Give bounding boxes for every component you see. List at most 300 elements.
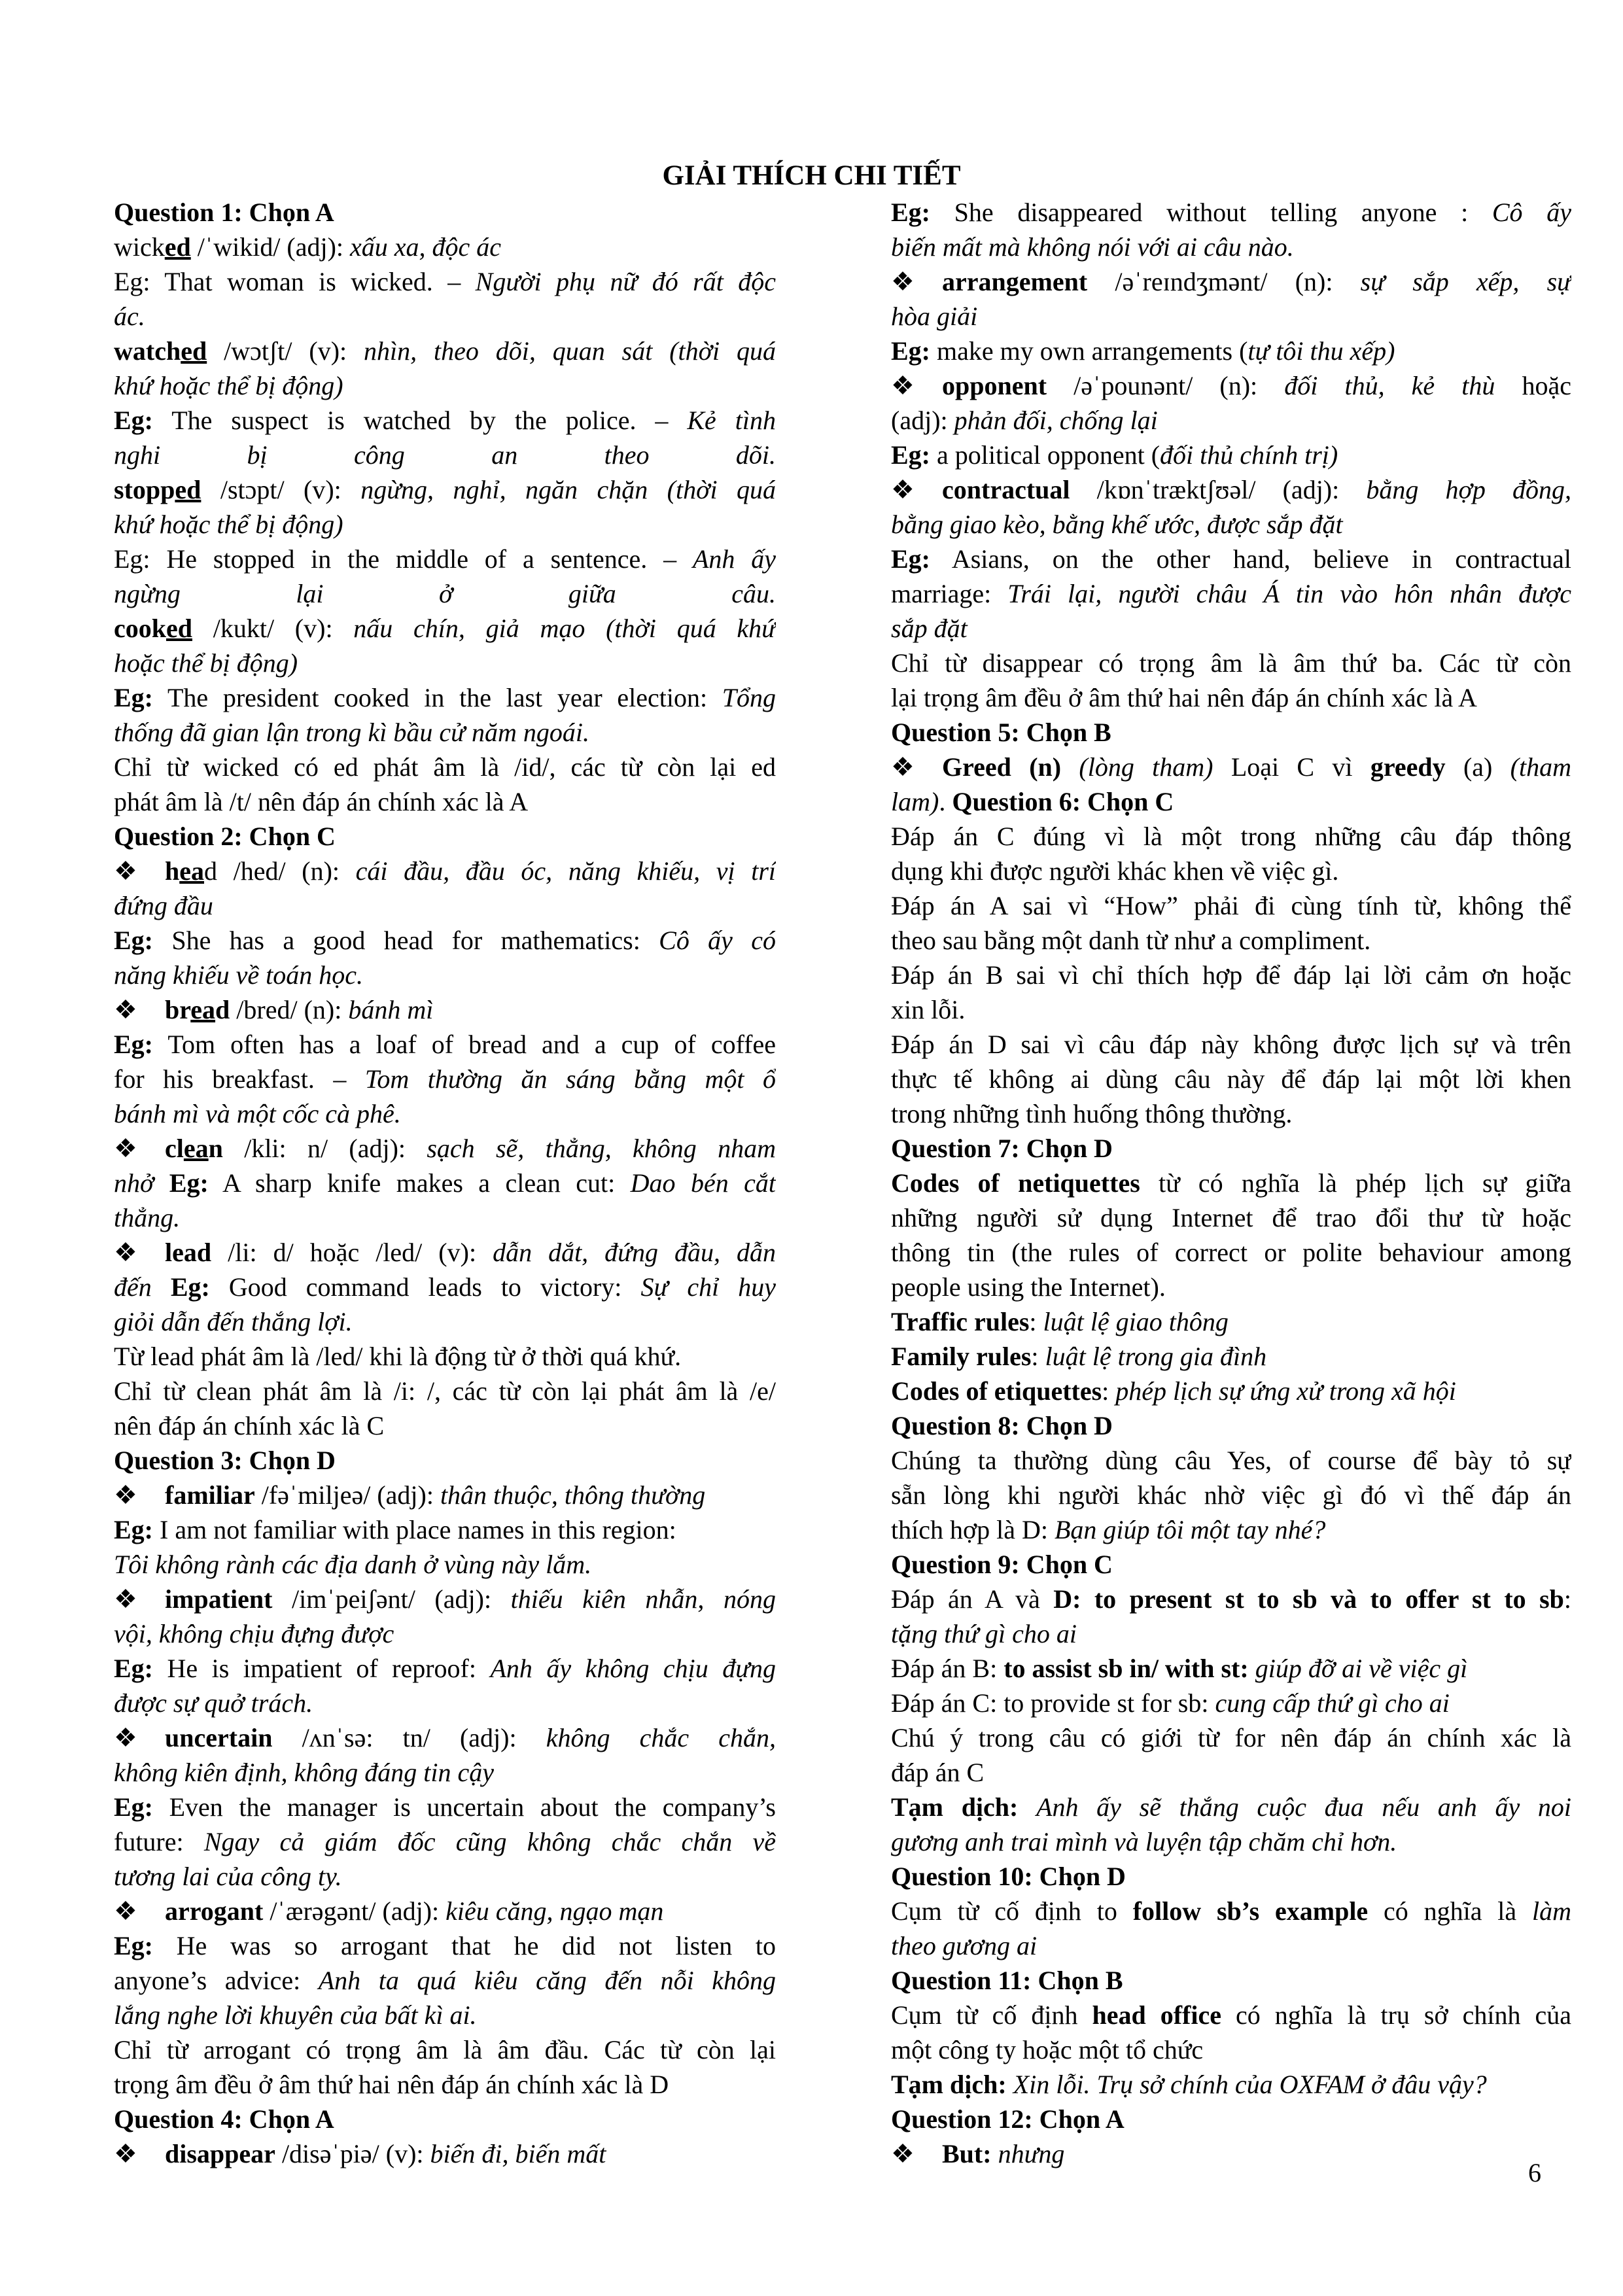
- text-segment: Question 2: Chọn C: [114, 822, 336, 851]
- text-segment: từ có nghĩa là phép lịch sự giữa: [1140, 1168, 1571, 1198]
- text-line: [114, 958, 776, 992]
- text-line: [114, 1235, 776, 1270]
- text-line: [114, 888, 776, 923]
- text-segment: Tạm dịch:: [891, 2070, 1007, 2099]
- text-line: [891, 1200, 1571, 1235]
- text-line: [891, 992, 1571, 1027]
- text-segment: arrogant: [165, 1896, 264, 1926]
- text-segment: có nghĩa là trụ sở chính của: [1221, 2000, 1571, 2030]
- text-segment: /hed/ (n):: [217, 856, 356, 886]
- text-line: [114, 230, 776, 264]
- text-segment: But:: [942, 2139, 992, 2168]
- text-segment: đối thủ chính trị): [1160, 440, 1338, 470]
- right-column: [891, 195, 1571, 2171]
- text-line: [891, 438, 1571, 472]
- text-segment: thiếu kiên nhẫn, nóng: [510, 1584, 776, 1614]
- text-line: [891, 1478, 1571, 1512]
- text-segment: luật lệ trong gia đình: [1045, 1342, 1267, 1371]
- text-segment: Chỉ từ wicked có ed phát âm là /id/, các từ còn lại ed: [114, 752, 776, 782]
- text-line: [891, 1235, 1571, 1270]
- text-segment: Eg:: [114, 1515, 153, 1544]
- text-segment: I am not familiar with place names in this region:: [153, 1515, 676, 1544]
- text-segment: lead: [165, 1238, 212, 1267]
- text-line: [891, 507, 1571, 542]
- text-segment: Codes of netiquettes: [891, 1168, 1140, 1198]
- text-line: [114, 750, 776, 784]
- text-segment: a political opponent (: [930, 440, 1161, 470]
- text-segment: Eg:: [891, 440, 930, 470]
- text-segment: She disappeared without telling anyone :: [930, 198, 1492, 227]
- text-segment: Xin lỗi. Trụ sở chính của OXFAM ở đâu vậy?: [1013, 2070, 1487, 2099]
- page-title: GIẢI THÍCH CHI TIẾT: [662, 160, 961, 191]
- text-segment: ed: [181, 336, 207, 366]
- text-line: [891, 2032, 1571, 2067]
- text-line: [114, 1963, 776, 1998]
- text-segment: nhưng: [998, 2139, 1065, 2168]
- text-segment: (a): [1445, 752, 1510, 782]
- text-line: [114, 1478, 776, 1512]
- text-line: [114, 1547, 776, 1582]
- text-segment: ed: [166, 614, 192, 643]
- text-segment: /kukt/ (v):: [192, 614, 354, 643]
- text-segment: Đáp án D sai vì câu đáp này không được lịch sự và trên: [891, 1030, 1571, 1059]
- text-line: [114, 1582, 776, 1616]
- text-segment: Eg:: [114, 406, 153, 435]
- text-segment: Question 10: Chọn D: [891, 1862, 1126, 1891]
- text-line: [891, 1616, 1571, 1651]
- text-segment: /wɔtʃt/ (v):: [207, 336, 364, 366]
- text-segment: Tổng: [722, 683, 776, 712]
- text-segment: Question 6: Chọn C: [952, 787, 1174, 816]
- text-segment: Chúng ta thường dùng câu Yes, of course để bày tỏ sự: [891, 1446, 1571, 1475]
- text-segment: ngừng lại ở giữa câu.: [114, 579, 776, 608]
- text-segment: nghi bị công an theo dõi.: [114, 440, 776, 470]
- text-segment: ea: [179, 856, 205, 886]
- text-line: [891, 888, 1571, 923]
- text-segment: Tom often has a loaf of bread and a cup of coffee: [153, 1030, 776, 1059]
- text-line: [891, 1062, 1571, 1096]
- text-line: [891, 1651, 1571, 1686]
- bullet-icon: ❖: [114, 1238, 137, 1267]
- text-segment: thống đã gian lận trong kì bầu cử năm ngoái.: [114, 718, 589, 747]
- text-segment: đối thủ, kẻ thù: [1284, 371, 1522, 400]
- text-segment: xin lỗi.: [891, 995, 966, 1024]
- text-segment: Cô ấy có: [659, 926, 776, 955]
- text-line: [891, 334, 1571, 368]
- text-line: [891, 1686, 1571, 1720]
- text-line: [114, 438, 776, 472]
- text-segment: khứ hoặc thể bị động): [114, 371, 343, 400]
- text-line: [891, 1547, 1571, 1582]
- text-line: [891, 958, 1571, 992]
- text-segment: She has a good head for mathematics:: [153, 926, 659, 955]
- text-segment: [1007, 2070, 1013, 2099]
- text-segment: cái đầu, đầu óc, năng khiếu, vị trí: [355, 856, 776, 886]
- text-line: [891, 715, 1571, 750]
- text-segment: Đáp án C: to provide st for sb:: [891, 1688, 1215, 1718]
- text-segment: lam): [891, 787, 939, 816]
- text-segment: vội, không chịu đựng được: [114, 1619, 394, 1648]
- text-line: [891, 2102, 1571, 2136]
- text-segment: có nghĩa là: [1368, 1896, 1532, 1926]
- text-segment: ea: [183, 1134, 209, 1163]
- text-segment: Dao bén cắt: [630, 1168, 776, 1198]
- text-segment: h: [165, 856, 180, 886]
- text-segment: Question 3: Chọn D: [114, 1446, 336, 1475]
- text-segment: biến mất mà không nói với ai câu nào.: [891, 232, 1294, 262]
- text-segment: Đáp án A sai vì “How” phải đi cùng tính từ, không thể: [891, 891, 1571, 920]
- text-segment: Family rules: [891, 1342, 1032, 1371]
- text-segment: kiêu căng, ngạo mạn: [445, 1896, 664, 1926]
- text-line: [891, 1270, 1571, 1304]
- text-segment: thẳng.: [114, 1203, 181, 1232]
- text-line: [114, 1304, 776, 1339]
- text-line: [114, 264, 776, 299]
- text-line: [891, 1096, 1571, 1131]
- text-segment: He is impatient of reproof:: [153, 1654, 491, 1683]
- text-line: [114, 992, 776, 1027]
- text-segment: Sự chỉ huy: [640, 1272, 776, 1302]
- text-segment: lắng nghe lời khuyên của bất kì ai.: [114, 2000, 477, 2030]
- text-segment: thông tin (the rules of correct or polite behaviour among: [891, 1238, 1571, 1267]
- text-segment: bánh mì: [348, 995, 434, 1024]
- text-segment: He stopped in the middle of a sentence. –: [150, 544, 693, 574]
- text-segment: dụng khi được người khác khen về việc gì.: [891, 856, 1339, 886]
- text-segment: nấu chín, giả mạo (thời quá khứ: [353, 614, 776, 643]
- text-segment: /kli: n/ (adj):: [222, 1134, 427, 1163]
- text-segment: Eg:: [114, 1654, 153, 1683]
- text-segment: ea: [190, 995, 216, 1024]
- bullet-icon: ❖: [891, 2139, 915, 2168]
- text-line: [891, 264, 1571, 299]
- bullet-icon: ❖: [891, 752, 915, 782]
- text-segment: Trái lại, người châu Á tin vào hôn nhân được: [1007, 579, 1571, 608]
- text-segment: xấu xa, độc ác: [350, 232, 502, 262]
- text-line: [114, 1928, 776, 1963]
- text-segment: Loại C vì: [1213, 752, 1370, 782]
- text-line: [891, 1998, 1571, 2032]
- text-segment: .: [939, 787, 952, 816]
- text-line: [891, 680, 1571, 715]
- text-segment: sẵn lòng khi người khác nhờ việc gì đó vì thế đáp án: [891, 1480, 1571, 1510]
- text-segment: phát âm là /t/ nên đáp án chính xác là A: [114, 787, 529, 816]
- text-segment: sự sắp xếp, sự: [1360, 267, 1571, 296]
- bullet-icon: ❖: [114, 995, 137, 1024]
- text-segment: follow sb’s example: [1132, 1896, 1369, 1926]
- text-line: [114, 1859, 776, 1894]
- text-segment: Greed (n): [942, 752, 1079, 782]
- text-line: [114, 1998, 776, 2032]
- text-segment: watch: [114, 336, 181, 366]
- text-segment: Eg:: [170, 1272, 210, 1302]
- page-number: 6: [1528, 2158, 1541, 2187]
- text-line: [114, 819, 776, 854]
- bullet-icon: ❖: [114, 856, 137, 886]
- text-segment: /ˈwikid/ (adj):: [190, 232, 351, 262]
- bullet-icon: ❖: [114, 1134, 137, 1163]
- text-segment: greedy: [1370, 752, 1446, 782]
- text-line: [114, 1200, 776, 1235]
- text-line: [114, 507, 776, 542]
- text-segment: được sự quở trách.: [114, 1688, 313, 1718]
- text-segment: Cô ấy: [1492, 198, 1571, 227]
- text-segment: nên đáp án chính xác là C: [114, 1411, 385, 1440]
- text-line: [891, 819, 1571, 854]
- text-line: [114, 646, 776, 680]
- text-line: [891, 2136, 1571, 2171]
- text-segment: /əˈpounənt/ (n):: [1047, 371, 1285, 400]
- text-line: [114, 368, 776, 403]
- text-line: [114, 576, 776, 611]
- text-segment: for his breakfast. –: [114, 1064, 365, 1094]
- text-segment: Tôi không rành các địa danh ở vùng này lắm.: [114, 1550, 592, 1579]
- text-line: [114, 680, 776, 715]
- text-segment: opponent: [942, 371, 1047, 400]
- text-line: [114, 1790, 776, 1824]
- text-segment: Anh ta quá kiêu căng đến nỗi không: [318, 1966, 776, 1995]
- text-line: [114, 1616, 776, 1651]
- text-segment: Eg:: [114, 926, 153, 955]
- text-line: [891, 646, 1571, 680]
- text-segment: [1018, 1792, 1036, 1822]
- text-segment: Eg:: [891, 198, 930, 227]
- text-line: [891, 1374, 1571, 1408]
- text-segment: theo gương ai: [891, 1931, 1038, 1960]
- text-segment: Question 5: Chọn B: [891, 718, 1111, 747]
- text-segment: sắp đặt: [891, 614, 968, 643]
- text-segment: ác.: [114, 302, 145, 331]
- text-line: [891, 1824, 1571, 1859]
- text-line: [891, 1755, 1571, 1790]
- text-line: [114, 1824, 776, 1859]
- text-segment: lại trọng âm đều ở âm thứ hai nên đáp án chính xác là A: [891, 683, 1477, 712]
- text-segment: nhìn, theo dõi, quan sát (thời quá: [364, 336, 776, 366]
- text-segment: Tạm dịch:: [891, 1792, 1019, 1822]
- text-line: [891, 611, 1571, 646]
- text-segment: d: [215, 995, 230, 1024]
- text-line: [891, 1027, 1571, 1062]
- text-segment: luật lệ giao thông: [1043, 1307, 1229, 1336]
- text-line: [114, 784, 776, 819]
- text-segment: Eg:: [114, 683, 153, 712]
- text-segment: Cụm từ cố định to: [891, 1896, 1133, 1926]
- text-line: [891, 1790, 1571, 1824]
- text-segment: Question 1: Chọn A: [114, 198, 334, 227]
- text-line: [891, 299, 1571, 334]
- text-line: [891, 472, 1571, 507]
- text-segment: Anh ấy: [692, 544, 776, 574]
- text-segment: disappear: [165, 2139, 275, 2168]
- text-segment: /fəˈmiljeə/ (adj):: [254, 1480, 440, 1510]
- text-segment: The suspect is watched by the police. –: [153, 406, 688, 435]
- text-segment: Ngay cả giám đốc cũng không chắc chắn về: [203, 1827, 776, 1856]
- text-line: [114, 542, 776, 576]
- text-line: [891, 403, 1571, 438]
- text-segment: make my own arrangements (: [930, 336, 1248, 366]
- text-segment: trong những tình huống thông thường.: [891, 1099, 1293, 1128]
- text-segment: /li: d/ hoặc /led/ (v):: [211, 1238, 493, 1267]
- text-segment: /əˈreɪndʒmənt/ (n):: [1087, 267, 1361, 296]
- text-segment: Anh ấy sẽ thắng cuộc đua nếu anh ấy noi: [1036, 1792, 1571, 1822]
- text-segment: cung cấp thứ gì cho ai: [1215, 1688, 1450, 1718]
- text-segment: Bạn giúp tôi một tay nhé?: [1055, 1515, 1326, 1544]
- text-segment: bằng hợp đồng,: [1366, 475, 1571, 504]
- text-line: [114, 854, 776, 888]
- text-segment: contractual: [942, 475, 1070, 504]
- text-line: [114, 1720, 776, 1755]
- text-segment: Asians, on the other hand, believe in contractual: [930, 544, 1571, 574]
- text-segment: /ˈærəgənt/ (adj):: [263, 1896, 446, 1926]
- text-segment: thích hợp là D:: [891, 1515, 1055, 1544]
- text-line: [891, 1720, 1571, 1755]
- text-segment: (adj):: [891, 406, 954, 435]
- text-segment: uncertain: [165, 1723, 273, 1752]
- text-segment: Question 7: Chọn D: [891, 1134, 1113, 1163]
- text-segment: sạch sẽ, thẳng, không nham: [427, 1134, 776, 1163]
- text-line: [891, 1131, 1571, 1166]
- text-line: [891, 368, 1571, 403]
- text-line: [891, 230, 1571, 264]
- text-segment: gương anh trai mình và luyện tập chăm chỉ hơn.: [891, 1827, 1397, 1856]
- text-segment: stopp: [114, 475, 175, 504]
- text-segment: giỏi dẫn đến thắng lợi.: [114, 1307, 353, 1336]
- text-segment: Eg:: [891, 544, 930, 574]
- text-segment: cl: [165, 1134, 184, 1163]
- text-segment: [1249, 1654, 1255, 1683]
- text-segment: Người phụ nữ đó rất độc: [475, 267, 776, 296]
- text-line: [114, 1339, 776, 1374]
- text-line: [114, 1686, 776, 1720]
- text-segment: ed: [175, 475, 201, 504]
- text-segment: :: [1031, 1342, 1045, 1371]
- text-segment: people using the Internet).: [891, 1272, 1166, 1302]
- text-segment: Chỉ từ arrogant có trọng âm là âm đầu. Các từ còn lại: [114, 2035, 776, 2064]
- text-segment: Cụm từ cố định: [891, 2000, 1092, 2030]
- text-line: [114, 1443, 776, 1478]
- text-segment: Chỉ từ clean phát âm là /i: /, các từ còn lại phát âm là /e/: [114, 1376, 776, 1406]
- text-segment: /stɔpt/ (v):: [201, 475, 361, 504]
- bullet-icon: ❖: [114, 1723, 137, 1752]
- text-segment: không kiên định, không đáng tin cậy: [114, 1758, 494, 1787]
- text-line: [114, 334, 776, 368]
- text-segment: [992, 2139, 998, 2168]
- text-segment: Đáp án A và: [891, 1584, 1054, 1614]
- text-segment: hoặc: [1522, 371, 1571, 400]
- text-segment: đáp án C: [891, 1758, 985, 1787]
- text-segment: Eg:: [114, 267, 150, 296]
- text-segment: một công ty hoặc một tổ chức: [891, 2035, 1204, 2064]
- text-segment: Question 11: Chọn B: [891, 1966, 1123, 1995]
- text-line: [891, 1443, 1571, 1478]
- text-segment: ed: [164, 232, 191, 262]
- text-segment: đứng đầu: [114, 891, 213, 920]
- text-segment: tự tôi thu xếp): [1248, 336, 1395, 366]
- text-segment: /bred/ (n):: [230, 995, 349, 1024]
- text-segment: hòa giải: [891, 302, 978, 331]
- text-segment: ngừng, nghỉ, ngăn chặn (thời quá: [360, 475, 776, 504]
- text-segment: tặng thứ gì cho ai: [891, 1619, 1077, 1648]
- text-segment: Question 8: Chọn D: [891, 1411, 1113, 1440]
- text-line: [891, 1894, 1571, 1928]
- text-line: [114, 1096, 776, 1131]
- text-segment: giúp đỡ ai về việc gì: [1255, 1654, 1468, 1683]
- text-segment: :: [1102, 1376, 1116, 1406]
- text-line: [891, 1512, 1571, 1547]
- text-segment: hoặc thể bị động): [114, 648, 298, 678]
- text-segment: to assist sb in/ with st:: [1003, 1654, 1249, 1683]
- text-line: [114, 403, 776, 438]
- text-segment: Good command leads to victory:: [209, 1272, 641, 1302]
- text-line: [114, 1894, 776, 1928]
- text-segment: A sharp knife makes a clean cut:: [208, 1168, 631, 1198]
- text-segment: marriage:: [891, 579, 1008, 608]
- text-line: [891, 1408, 1571, 1443]
- text-segment: nhở: [114, 1168, 169, 1198]
- text-segment: năng khiếu về toán học.: [114, 960, 363, 990]
- text-line: [114, 1131, 776, 1166]
- text-segment: không chắc chắn,: [546, 1723, 776, 1752]
- text-segment: Eg:: [114, 544, 150, 574]
- text-segment: n: [208, 1134, 223, 1163]
- text-segment: anyone’s advice:: [114, 1966, 319, 1995]
- text-line: [891, 1166, 1571, 1200]
- text-segment: Anh ấy không chịu đựng: [490, 1654, 776, 1683]
- text-segment: bằng giao kèo, bằng khế ước, được sắp đặt: [891, 510, 1343, 539]
- text-line: [114, 923, 776, 958]
- text-segment: He was so arrogant that he did not listen to: [153, 1931, 776, 1960]
- text-line: [891, 854, 1571, 888]
- text-segment: (tham: [1510, 752, 1571, 782]
- text-segment: head office: [1092, 2000, 1221, 2030]
- text-line: [114, 2102, 776, 2136]
- text-segment: dẫn dắt, đứng đầu, dẫn: [493, 1238, 776, 1267]
- text-segment: arrangement: [942, 267, 1088, 296]
- text-segment: :: [1563, 1584, 1571, 1614]
- text-line: [114, 2067, 776, 2102]
- text-segment: Đáp án B:: [891, 1654, 1004, 1683]
- text-segment: The president cooked in the last year election:: [153, 683, 722, 712]
- text-line: [114, 1408, 776, 1443]
- text-line: [114, 1374, 776, 1408]
- text-segment: trọng âm đều ở âm thứ hai nên đáp án chính xác là D: [114, 2070, 669, 2099]
- text-segment: Chỉ từ disappear có trọng âm là âm thứ ba. Các từ còn: [891, 648, 1571, 678]
- text-line: [891, 195, 1571, 230]
- text-segment: Even the manager is uncertain about the company’s: [153, 1792, 776, 1822]
- text-segment: Eg:: [114, 1792, 153, 1822]
- text-segment: Đáp án B sai vì chỉ thích hợp để đáp lại lời cảm ơn hoặc: [891, 960, 1571, 990]
- text-line: [114, 2136, 776, 2171]
- bullet-icon: ❖: [891, 475, 915, 504]
- text-line: [114, 2032, 776, 2067]
- text-line: [114, 195, 776, 230]
- text-segment: Kẻ tình: [687, 406, 776, 435]
- text-line: [114, 1755, 776, 1790]
- text-segment: /imˈpeiʃənt/ (adj):: [272, 1584, 511, 1614]
- text-line: [891, 576, 1571, 611]
- text-segment: D: to present st to sb và to offer st to sb: [1053, 1584, 1564, 1614]
- text-segment: (lòng tham): [1079, 752, 1213, 782]
- text-segment: Chú ý trong câu có giới từ for nên đáp án chính xác là: [891, 1723, 1571, 1752]
- text-segment: khứ hoặc thể bị động): [114, 510, 343, 539]
- bullet-icon: ❖: [891, 267, 915, 296]
- text-line: [891, 1582, 1571, 1616]
- text-line: [891, 1339, 1571, 1374]
- text-segment: Eg:: [114, 1931, 153, 1960]
- text-line: [891, 542, 1571, 576]
- bullet-icon: ❖: [114, 2139, 137, 2168]
- text-line: [891, 1963, 1571, 1998]
- bullet-icon: ❖: [114, 1584, 137, 1614]
